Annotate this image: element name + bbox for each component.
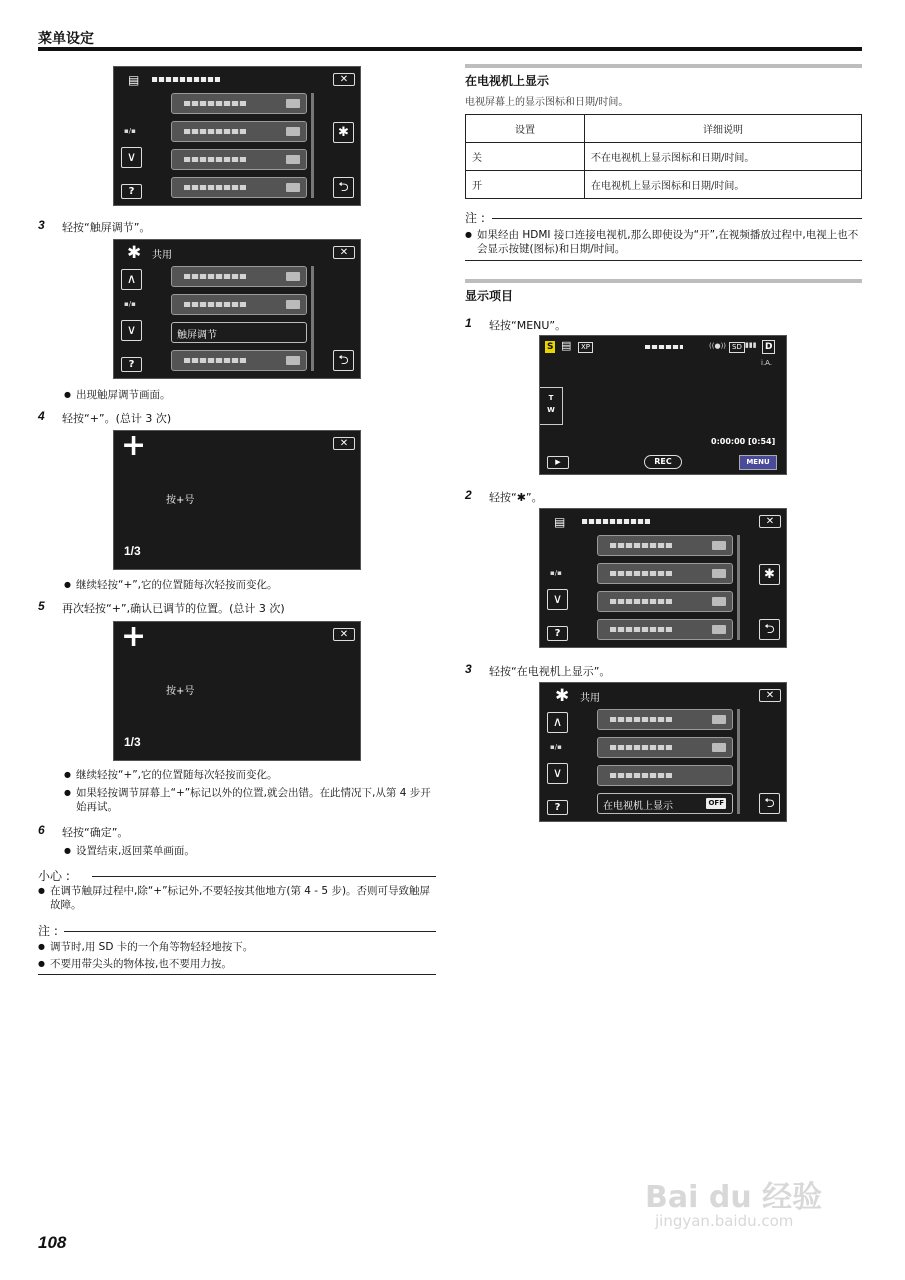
zoom-t[interactable]: T [548,394,554,402]
page-indicator: ▪/▪ [124,300,136,308]
step-number: 3 [38,218,45,232]
step-number: 6 [38,823,45,837]
section-bar [465,64,862,68]
step-text-after: ”。 [525,491,543,504]
up-icon[interactable]: ∧ [547,712,568,733]
mode-badge: S [547,342,554,352]
note-label: 注 : [38,924,58,938]
page-indicator: ▪/▪ [550,569,562,577]
note-item: ● 调节时,用 SD 卡的一个角等物轻轻地按下。 [50,940,253,954]
menu-item[interactable] [171,93,307,114]
gear-icon[interactable]: ✱ [333,122,354,143]
table-header-row [466,115,862,143]
caution-label: 小心 : [38,869,70,883]
page-header: 菜单设定 [38,31,94,47]
table-header: 设置 [466,115,585,143]
table-cell: 开 [466,171,585,199]
menu-item-tv-display[interactable] [597,793,733,814]
step-number: 3 [465,662,472,676]
screen-title: 共用 [580,693,600,704]
menu-item[interactable] [171,177,307,198]
menu-item[interactable] [597,765,733,786]
down-icon[interactable]: ∨ [121,320,142,341]
touch-adjust-screen [113,430,361,570]
gear-icon: ✱ [516,491,526,504]
note-bottom-rule [38,974,436,975]
down-icon[interactable]: ∨ [121,147,142,168]
note-bottom-rule [465,260,862,261]
menu-item[interactable] [171,266,307,287]
bullet-item: ● 设置结束,返回菜单画面。 [76,844,195,858]
watermark-url: jingyan.baidu.com [655,1212,794,1230]
help-icon[interactable]: ? [121,184,142,199]
help-icon[interactable]: ? [547,626,568,641]
down-icon[interactable]: ∨ [547,589,568,610]
back-icon[interactable]: ⮌ [759,793,780,814]
scrollbar[interactable] [311,93,314,198]
settings-table [465,114,862,199]
step-text: 再次轻按“+”,确认已调节的位置。(总计 3 次) [62,602,285,615]
step-number: 4 [38,409,45,423]
menu-item-label: 触屏调节 [177,330,217,341]
video-camera-icon: ▤ [128,73,140,87]
step-text: 轻按“在电视机上显示”。 [489,665,611,678]
close-icon[interactable]: ✕ [333,246,355,259]
back-icon[interactable]: ⮌ [759,619,780,640]
menu-item[interactable] [171,149,307,170]
zoom-w[interactable]: W [547,406,555,414]
play-icon[interactable]: ▶ [547,456,569,469]
section-bar [465,279,862,283]
plus-mark[interactable]: + [121,621,147,654]
common-menu-screen [539,682,787,822]
up-icon[interactable]: ∧ [121,269,142,290]
note-rule [492,218,862,219]
menu-item[interactable] [597,709,733,730]
close-icon[interactable]: ✕ [333,437,355,450]
camera-menu-screen [539,508,787,648]
time-counter: 0:00:00 [0:54] [711,437,776,446]
menu-item-value: OFF [708,799,724,807]
menu-item[interactable] [171,294,307,315]
close-icon[interactable]: ✕ [759,515,781,528]
step-number: 2 [465,488,472,502]
menu-item[interactable] [597,737,733,758]
record-screen [539,335,787,475]
scrollbar[interactable] [737,709,740,814]
camera-menu-screen [113,66,361,206]
help-icon[interactable]: ? [121,357,142,372]
video-camera-icon: ▤ [554,515,566,529]
plus-mark[interactable]: + [121,430,147,463]
menu-title-blurred [582,519,650,524]
menu-item[interactable] [597,563,733,584]
menu-item[interactable] [171,121,307,142]
close-icon[interactable]: ✕ [333,73,355,86]
scrollbar[interactable] [737,535,740,640]
page-indicator: ▪/▪ [550,743,562,751]
step-text-before: 轻按“ [489,491,517,504]
note-rule [64,931,436,932]
battery-icon: ▮▮▮ [745,341,757,349]
close-icon[interactable]: ✕ [333,628,355,641]
gear-icon: ✱ [555,686,570,706]
table-cell: 关 [466,143,585,171]
step-number: 5 [38,599,45,613]
touch-adjust-screen [113,621,361,761]
sd-tag: SD [729,342,745,353]
page-number: 108 [38,1233,67,1252]
step-number: 1 [465,316,472,330]
back-icon[interactable]: ⮌ [333,350,354,371]
zoom-control[interactable] [540,387,563,425]
bullet-item: ● 继续轻按“+”,它的位置随每次轻按而变化。 [76,578,278,592]
step-text: 轻按“确定”。 [62,826,129,839]
table-cell: 不在电视机上显示图标和日期/时间。 [585,143,862,171]
down-icon[interactable]: ∨ [547,763,568,784]
step-text [489,489,543,505]
close-icon[interactable]: ✕ [759,689,781,702]
menu-item[interactable] [597,619,733,640]
d-tag: D [762,340,775,354]
step-text: 轻按“+”。(总计 3 次) [62,412,172,425]
menu-item[interactable] [597,535,733,556]
step-text: 轻按“触屏调节”。 [62,221,151,234]
press-count: 1/3 [124,735,141,749]
table-row [466,143,862,171]
gear-icon[interactable]: ✱ [759,564,780,585]
bullet-item: ● 出现触屏调节画面。 [76,388,171,402]
section-title: 显示项目 [465,289,514,303]
menu-title-blurred [152,77,220,82]
note-item: ● 不要用带尖头的物体按,也不要用力按。 [50,957,232,971]
quality-tag: XP [578,342,593,353]
gear-icon: ✱ [127,243,142,263]
menu-button[interactable]: MENU [739,455,777,470]
screen-title: 共用 [152,250,172,261]
rec-button[interactable]: REC [644,455,682,469]
table-header: 详细说明 [585,115,862,143]
table-cell: 在电视机上显示图标和日期/时间。 [585,171,862,199]
menu-item-label: 在电视机上显示 [603,801,673,812]
menu-item[interactable] [171,350,307,371]
common-menu-screen [113,239,361,379]
ia-label: i.A. [761,359,773,367]
table-row [466,171,862,199]
caution-item: ● 在调节触屏过程中,除“+”标记外,不要轻按其他地方(第 4 - 5 步)。否则可导致触屏故障。 [50,884,438,912]
video-camera-icon: ▤ [561,339,572,352]
press-count: 1/3 [124,544,141,558]
menu-item-touch-adjust[interactable] [171,322,307,343]
header-rule [38,47,862,51]
watermark-logo: Bai du 经验 [645,1180,823,1215]
instruction-text: 按+号 [166,495,195,506]
section-subtitle: 电视屏幕上的显示图标和日期/时间。 [465,97,629,108]
menu-item[interactable] [597,591,733,612]
note-label: 注 : [465,211,485,225]
section-title: 在电视机上显示 [465,74,550,88]
step-text: 轻按“MENU”。 [489,319,567,332]
bullet-item: ● 继续轻按“+”,它的位置随每次轻按而变化。 [76,768,436,782]
remaining-time-blurred [645,345,683,349]
scrollbar[interactable] [311,266,314,371]
page-indicator: ▪/▪ [124,127,136,135]
back-icon[interactable]: ⮌ [333,177,354,198]
instruction-text: 按+号 [166,686,195,697]
bullet-item: ● 如果轻按调节屏幕上“+”标记以外的位置,就会出错。在此情况下,从第 4 步开始再试。 [76,786,438,814]
note-item: ● 如果经由 HDMI 接口连接电视机,那么即使设为“开”,在视频播放过程中,电视上也不会显示按键(图标)和日期/时间。 [477,228,863,256]
caution-rule [92,876,436,877]
help-icon[interactable]: ? [547,800,568,815]
stabilizer-icon: ((●)) [709,342,727,350]
